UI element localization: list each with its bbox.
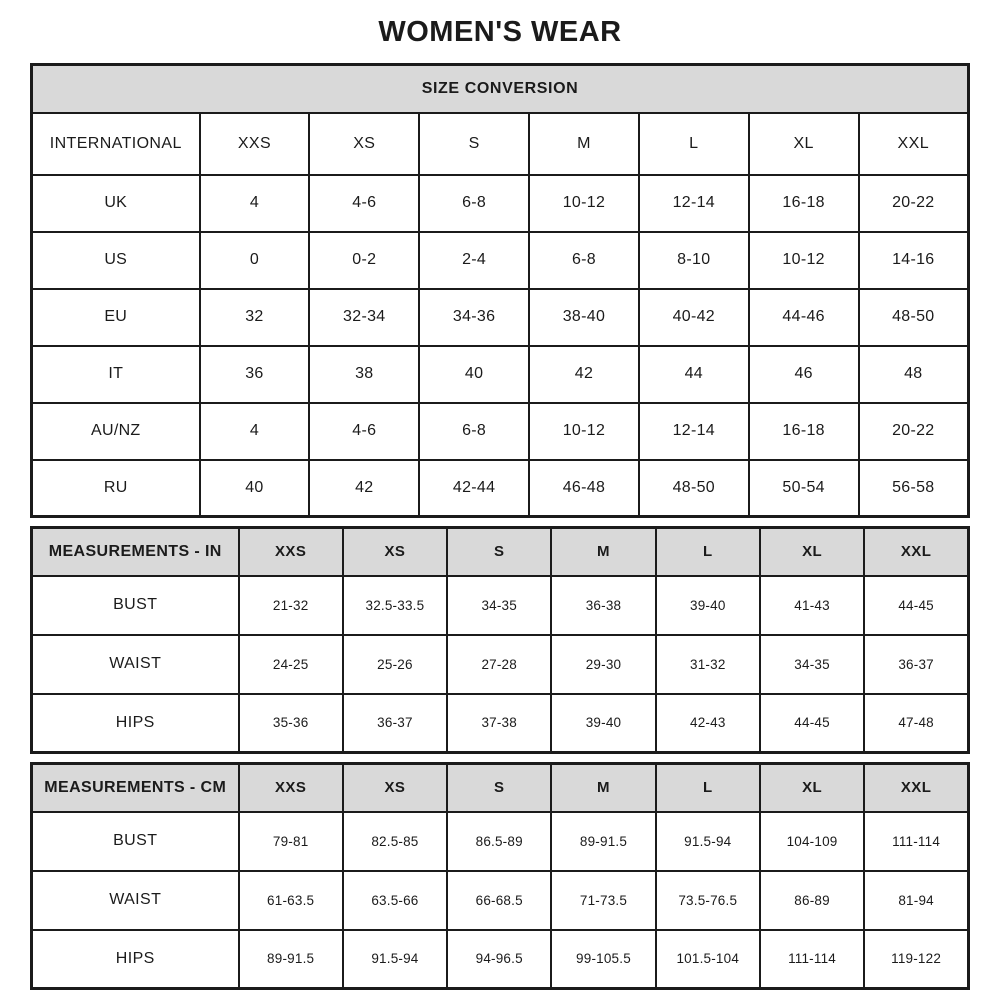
measurement-value-cell: 29-30 (551, 635, 655, 694)
size-value-cell: 20-22 (859, 175, 969, 232)
measurement-value-cell: 104-109 (760, 812, 864, 871)
measurement-value-cell: 34-35 (447, 576, 551, 635)
measurement-value-cell: 101.5-104 (656, 930, 760, 989)
size-value-cell: 48-50 (859, 289, 969, 346)
region-label: UK (32, 175, 200, 232)
column-headers-row (32, 113, 969, 175)
measurement-value-cell: 63.5-66 (343, 871, 447, 930)
region-label: RU (32, 460, 200, 517)
size-value-cell: 38-40 (529, 289, 639, 346)
table-header-row (32, 764, 969, 812)
size-value-cell: 48 (859, 346, 969, 403)
size-value-cell: 6-8 (529, 232, 639, 289)
measurements-in-table (30, 526, 970, 754)
size-value-cell: 46-48 (529, 460, 639, 517)
table-row (32, 460, 969, 517)
measurement-value-cell: 41-43 (760, 576, 864, 635)
table-row (32, 403, 969, 460)
size-value-cell: 20-22 (859, 403, 969, 460)
region-label: AU/NZ (32, 403, 200, 460)
region-label: IT (32, 346, 200, 403)
measurement-value-cell: 36-37 (864, 635, 968, 694)
size-value-cell: 42 (309, 460, 419, 517)
measurement-value-cell: 79-81 (239, 812, 343, 871)
table-row (32, 346, 969, 403)
measurement-value-cell: 34-35 (760, 635, 864, 694)
size-value-cell: 46 (749, 346, 859, 403)
size-value-cell: 6-8 (419, 403, 529, 460)
size-value-cell: 16-18 (749, 175, 859, 232)
measurement-value-cell: 119-122 (864, 930, 968, 989)
measurements-header: MEASUREMENTS - IN (32, 528, 239, 576)
size-conversion-table (30, 63, 970, 518)
size-value-cell: 4-6 (309, 175, 419, 232)
size-value-cell: 4 (200, 175, 310, 232)
size-value-cell: 40 (419, 346, 529, 403)
measurement-value-cell: 89-91.5 (551, 812, 655, 871)
size-conversion-header: SIZE CONVERSION (32, 65, 969, 113)
table-row (32, 635, 969, 694)
measurement-value-cell: 25-26 (343, 635, 447, 694)
measurement-value-cell: 39-40 (656, 576, 760, 635)
column-header-size: XS (309, 113, 419, 175)
table-row (32, 175, 969, 232)
measurement-value-cell: 24-25 (239, 635, 343, 694)
column-header-international: INTERNATIONAL (32, 113, 200, 175)
measurement-value-cell: 81-94 (864, 871, 968, 930)
column-header-size: S (447, 528, 551, 576)
measurement-value-cell: 37-38 (447, 694, 551, 753)
table-header-row (32, 65, 969, 113)
table-row (32, 871, 969, 930)
size-value-cell: 44 (639, 346, 749, 403)
measurement-label: BUST (32, 576, 239, 635)
size-value-cell: 16-18 (749, 403, 859, 460)
measurement-value-cell: 36-38 (551, 576, 655, 635)
measurement-value-cell: 32.5-33.5 (343, 576, 447, 635)
measurement-value-cell: 94-96.5 (447, 930, 551, 989)
measurement-value-cell: 39-40 (551, 694, 655, 753)
measurement-value-cell: 86.5-89 (447, 812, 551, 871)
measurement-value-cell: 36-37 (343, 694, 447, 753)
measurement-value-cell: 47-48 (864, 694, 968, 753)
size-value-cell: 40 (200, 460, 310, 517)
measurement-label: BUST (32, 812, 239, 871)
column-header-size: XS (343, 764, 447, 812)
measurement-value-cell: 99-105.5 (551, 930, 655, 989)
size-value-cell: 4 (200, 403, 310, 460)
measurement-value-cell: 91.5-94 (656, 812, 760, 871)
column-header-size: XXL (864, 528, 968, 576)
measurement-value-cell: 35-36 (239, 694, 343, 753)
measurement-value-cell: 86-89 (760, 871, 864, 930)
column-header-size: XL (749, 113, 859, 175)
column-header-size: S (419, 113, 529, 175)
size-value-cell: 12-14 (639, 403, 749, 460)
measurement-value-cell: 31-32 (656, 635, 760, 694)
size-value-cell: 0 (200, 232, 310, 289)
size-value-cell: 42 (529, 346, 639, 403)
size-value-cell: 12-14 (639, 175, 749, 232)
column-header-size: M (551, 528, 655, 576)
size-value-cell: 48-50 (639, 460, 749, 517)
size-value-cell: 36 (200, 346, 310, 403)
measurement-value-cell: 66-68.5 (447, 871, 551, 930)
size-value-cell: 50-54 (749, 460, 859, 517)
table-row (32, 289, 969, 346)
column-header-size: XL (760, 764, 864, 812)
measurement-value-cell: 27-28 (447, 635, 551, 694)
column-header-size: XXL (859, 113, 969, 175)
page-title: WOMEN'S WEAR (378, 16, 622, 48)
table-row (32, 576, 969, 635)
measurement-label: WAIST (32, 871, 239, 930)
size-value-cell: 40-42 (639, 289, 749, 346)
table-row (32, 930, 969, 989)
table-header-row (32, 528, 969, 576)
table-row (32, 694, 969, 753)
region-label: US (32, 232, 200, 289)
size-value-cell: 10-12 (529, 175, 639, 232)
measurement-value-cell: 44-45 (864, 576, 968, 635)
table-row (32, 232, 969, 289)
column-header-size: L (639, 113, 749, 175)
size-value-cell: 34-36 (419, 289, 529, 346)
column-header-size: M (529, 113, 639, 175)
column-header-size: XXS (200, 113, 310, 175)
measurement-value-cell: 111-114 (760, 930, 864, 989)
size-value-cell: 44-46 (749, 289, 859, 346)
table-row (32, 812, 969, 871)
size-value-cell: 10-12 (529, 403, 639, 460)
measurement-label: WAIST (32, 635, 239, 694)
size-value-cell: 42-44 (419, 460, 529, 517)
column-header-size: XXS (239, 764, 343, 812)
size-value-cell: 10-12 (749, 232, 859, 289)
column-header-size: L (656, 764, 760, 812)
size-value-cell: 8-10 (639, 232, 749, 289)
column-header-size: XL (760, 528, 864, 576)
column-header-size: XS (343, 528, 447, 576)
size-value-cell: 2-4 (419, 232, 529, 289)
measurement-value-cell: 89-91.5 (239, 930, 343, 989)
measurement-value-cell: 71-73.5 (551, 871, 655, 930)
measurement-value-cell: 82.5-85 (343, 812, 447, 871)
measurement-label: HIPS (32, 930, 239, 989)
column-header-size: S (447, 764, 551, 812)
column-header-size: XXL (864, 764, 968, 812)
measurements-header: MEASUREMENTS - CM (32, 764, 239, 812)
column-header-size: L (656, 528, 760, 576)
measurement-value-cell: 44-45 (760, 694, 864, 753)
size-value-cell: 38 (309, 346, 419, 403)
measurements-cm-table (30, 762, 970, 990)
measurement-value-cell: 61-63.5 (239, 871, 343, 930)
measurement-value-cell: 111-114 (864, 812, 968, 871)
size-value-cell: 32-34 (309, 289, 419, 346)
region-label: EU (32, 289, 200, 346)
column-header-size: M (551, 764, 655, 812)
size-value-cell: 32 (200, 289, 310, 346)
measurement-value-cell: 73.5-76.5 (656, 871, 760, 930)
measurement-label: HIPS (32, 694, 239, 753)
size-value-cell: 6-8 (419, 175, 529, 232)
measurement-value-cell: 91.5-94 (343, 930, 447, 989)
column-header-size: XXS (239, 528, 343, 576)
size-value-cell: 4-6 (309, 403, 419, 460)
measurement-value-cell: 21-32 (239, 576, 343, 635)
size-value-cell: 56-58 (859, 460, 969, 517)
size-value-cell: 14-16 (859, 232, 969, 289)
measurement-value-cell: 42-43 (656, 694, 760, 753)
size-value-cell: 0-2 (309, 232, 419, 289)
